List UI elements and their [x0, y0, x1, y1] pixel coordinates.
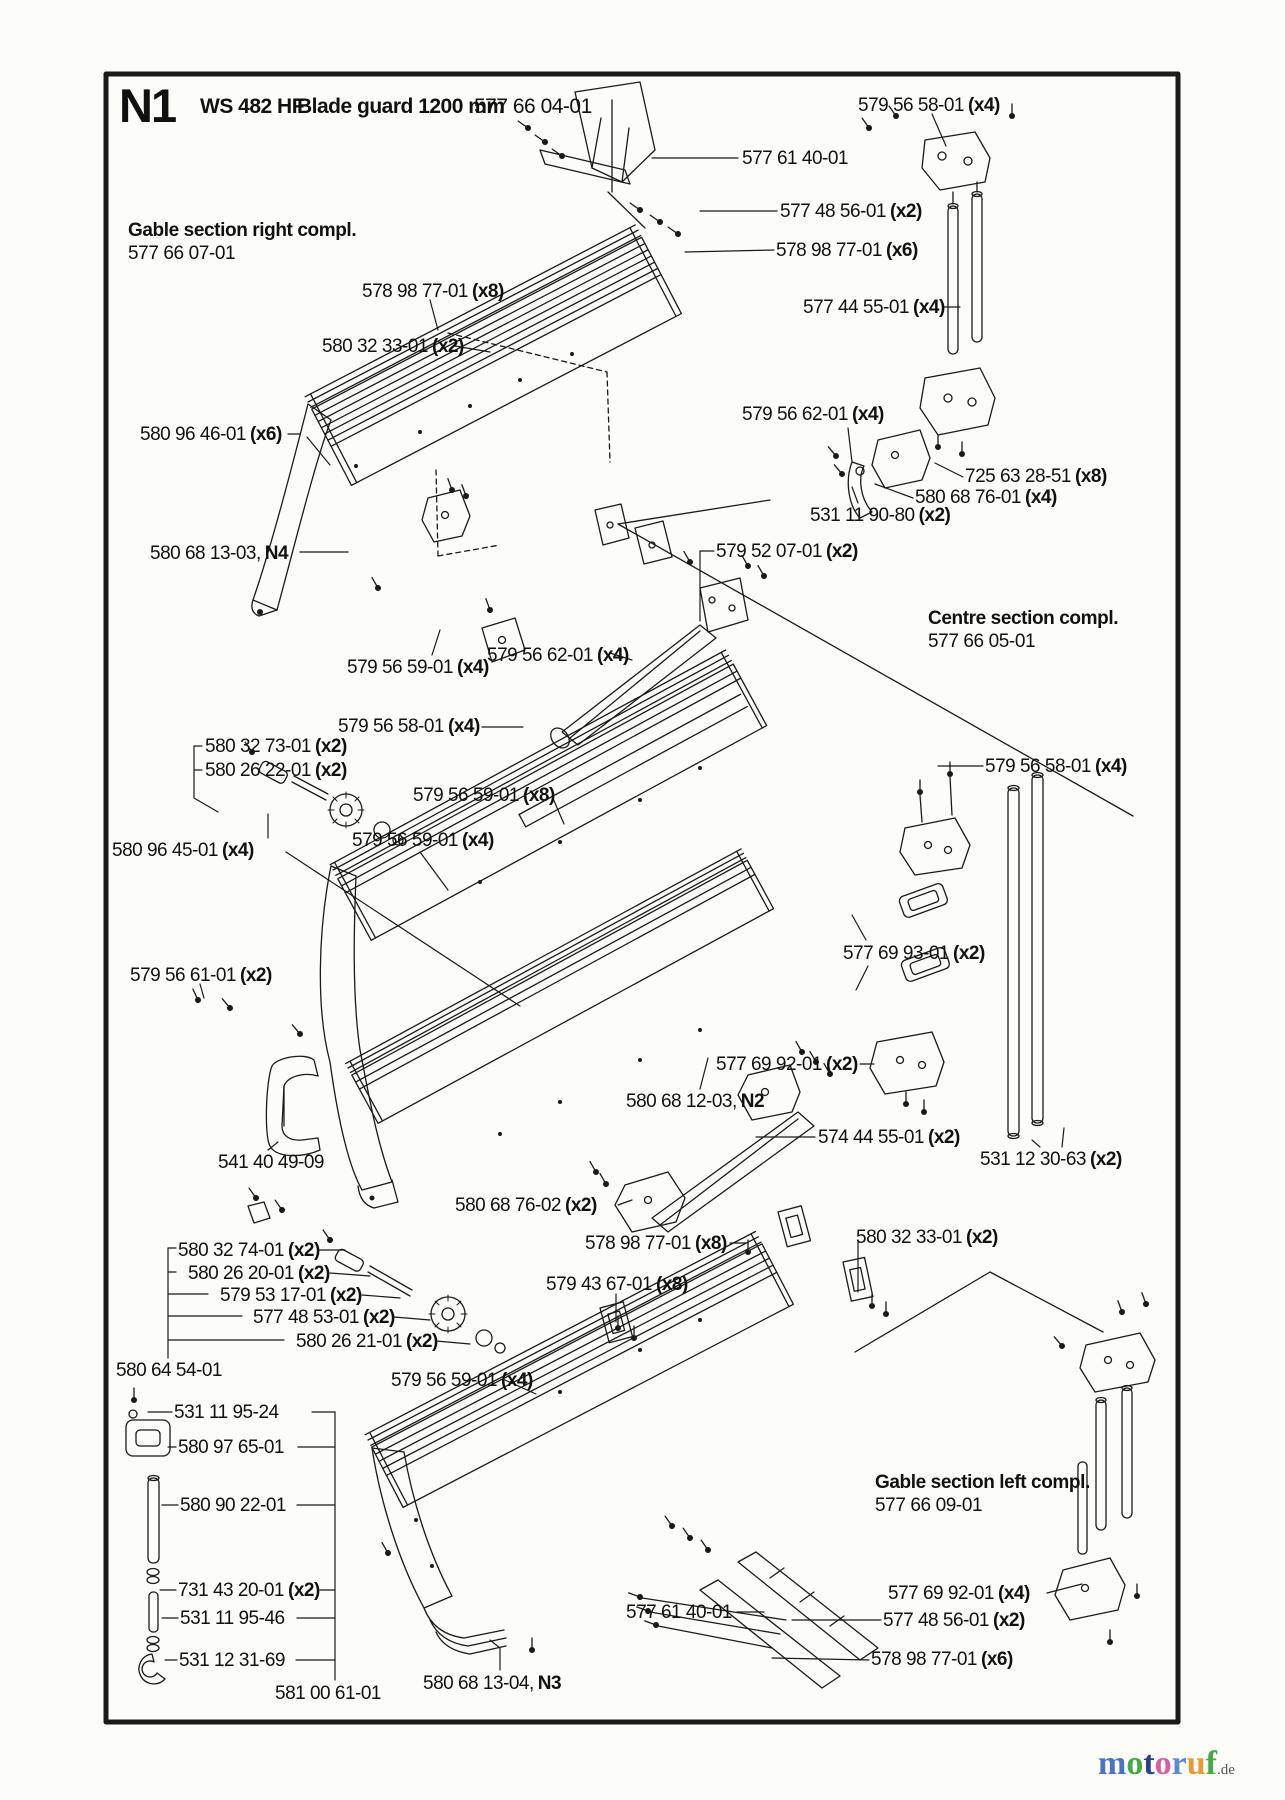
part-label: 580 90 22-01 [180, 1495, 286, 1516]
part-label: 579 56 62-01 (x4) [742, 404, 884, 425]
sheet-code: N1 [119, 79, 176, 132]
part-label: 577 69 92-01 (x4) [888, 1583, 1030, 1604]
part-label: 580 64 54-01 [116, 1360, 222, 1381]
part-label: 577 44 55-01 (x4) [803, 297, 945, 318]
bottom-left-chain [126, 1388, 170, 1684]
section-title-gable-left: Gable section left compl. 577 66 09-01 [875, 1472, 1090, 1516]
assembly-part-number: 577 66 04-01 [474, 95, 592, 118]
part-label: 577 48 53-01 (x2) [253, 1307, 395, 1328]
part-label: 577 61 40-01 [742, 148, 848, 169]
page-title: Blade guard 1200 mm [297, 95, 505, 118]
part-label: 580 26 20-01 (x2) [188, 1263, 330, 1284]
dashed-guides [436, 333, 610, 556]
part-label: 580 32 74-01 (x2) [178, 1240, 320, 1261]
part-label: 579 53 17-01 (x2) [220, 1285, 362, 1306]
part-label: 579 56 58-01 (x4) [858, 95, 1000, 116]
part-label: 580 96 46-01 (x6) [140, 424, 282, 445]
part-label: 579 56 59-01 (x8) [413, 785, 555, 806]
part-label: 579 56 62-01 (x4) [487, 645, 629, 666]
part-label: 579 56 59-01 (x4) [352, 830, 494, 851]
part-label: 574 44 55-01 (x2) [818, 1127, 960, 1148]
section-title-centre: Centre section compl. 577 66 05-01 [928, 608, 1119, 652]
logo-letter: m [1098, 1745, 1127, 1782]
part-label: 577 48 56-01 (x2) [780, 201, 922, 222]
logo-letter: o [1154, 1745, 1172, 1782]
part-label: 581 00 61-01 [275, 1683, 381, 1704]
part-label: 580 68 76-01 (x4) [915, 487, 1057, 508]
part-label: 580 68 12-03, N2 [626, 1091, 765, 1112]
part-label: 579 52 07-01 (x2) [716, 541, 858, 562]
part-label: 580 32 73-01 (x2) [205, 736, 347, 757]
handle-part [190, 988, 320, 1156]
part-label: 531 11 95-46 [180, 1608, 285, 1629]
part-label: 580 96 45-01 (x4) [112, 840, 254, 861]
part-label: 580 68 13-03, N4 [150, 543, 289, 564]
motoruf-logo [1098, 1745, 1235, 1783]
model-name: WS 482 HF [200, 95, 305, 118]
part-label: 580 68 76-02 (x2) [455, 1195, 597, 1216]
part-label: 577 69 92-01 (x2) [716, 1054, 858, 1075]
part-label: 580 68 13-04, N3 [423, 1673, 562, 1694]
part-label: 578 98 77-01 (x6) [776, 240, 918, 261]
part-label: 725 63 28-51 (x8) [965, 466, 1107, 487]
leader-lines [148, 114, 1082, 1680]
logo-letter: t [1143, 1745, 1155, 1782]
part-label: 578 98 77-01 (x8) [585, 1233, 727, 1254]
part-label: 577 61 40-01 [626, 1602, 732, 1623]
part-label: 579 56 61-01 (x2) [130, 965, 272, 986]
part-label: 580 26 22-01 (x2) [205, 760, 347, 781]
part-label: 531 11 90-80 (x2) [810, 505, 951, 526]
part-label: 577 69 93-01 (x2) [843, 943, 985, 964]
logo-letter: r [1171, 1745, 1187, 1782]
part-label: 579 43 67-01 (x8) [546, 1274, 688, 1295]
part-label: 578 98 77-01 (x6) [871, 1649, 1013, 1670]
part-label: 731 43 20-01 (x2) [178, 1580, 320, 1601]
part-label: 579 56 59-01 (x4) [391, 1370, 533, 1391]
part-label: 541 40 49-09 [218, 1152, 324, 1173]
logo-suffix: .de [1217, 1762, 1235, 1778]
logo-letter: o [1126, 1745, 1144, 1782]
part-label: 531 12 30-63 (x2) [980, 1149, 1122, 1170]
part-label: 578 98 77-01 (x8) [362, 281, 504, 302]
part-label: 580 26 21-01 (x2) [296, 1331, 438, 1352]
logo-letter: u [1186, 1745, 1206, 1782]
part-label: 531 11 95-24 [174, 1402, 279, 1423]
part-label: 580 32 33-01 (x2) [322, 336, 464, 357]
mid-clamps [369, 478, 672, 592]
part-label: 580 32 33-01 (x2) [856, 1227, 998, 1248]
part-label: 580 97 65-01 [178, 1437, 284, 1458]
part-label: 579 56 58-01 (x4) [338, 716, 480, 737]
part-label: 577 48 56-01 (x2) [883, 1610, 1025, 1631]
part-label: 579 56 58-01 (x4) [985, 756, 1127, 777]
bottom-right-hardware [1052, 1292, 1155, 1645]
logo-letter: f [1205, 1745, 1217, 1782]
part-label: 579 56 59-01 (x4) [347, 657, 489, 678]
section-title-gable-right: Gable section right compl. 577 66 07-01 [128, 220, 357, 264]
part-label: 531 12 31-69 [179, 1650, 285, 1671]
